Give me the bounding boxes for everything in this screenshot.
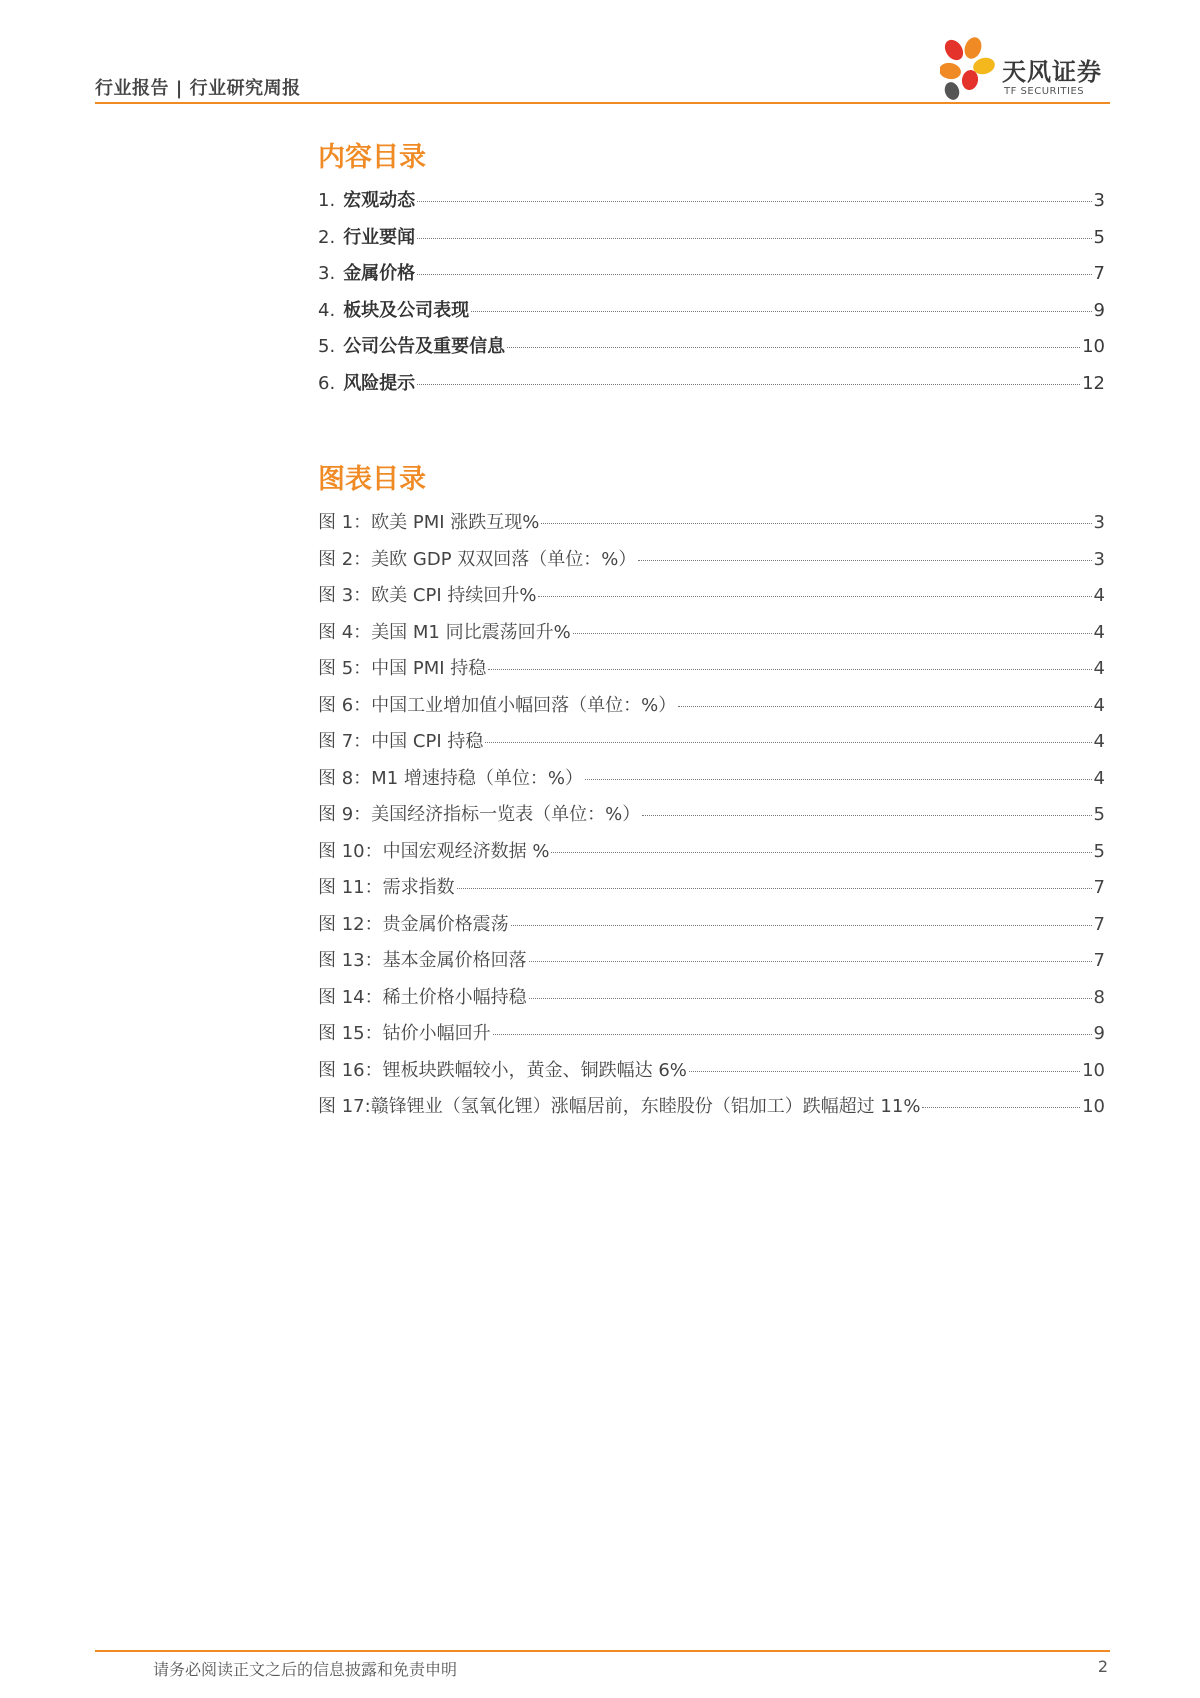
dot-leader: [529, 998, 1092, 999]
contents-section: [318, 138, 1105, 405]
company-logo: [940, 34, 1110, 104]
dot-leader: [638, 560, 1091, 561]
dot-leader: [485, 742, 1091, 743]
figure-entry[interactable]: [318, 654, 1105, 691]
figure-entry-label: 图 15：钴价小幅回升: [318, 1023, 491, 1044]
figure-entry-page: 5: [1093, 840, 1105, 862]
figure-entry-page: 4: [1093, 731, 1105, 752]
figure-entry-label: 图 11：需求指数: [318, 877, 455, 898]
report-type: 行业报告 | 行业研究周报: [95, 78, 301, 99]
dot-leader: [922, 1107, 1080, 1108]
dot-leader: [417, 201, 1091, 202]
figures-list: [318, 508, 1105, 1129]
figures-title: 图表目录: [318, 464, 426, 495]
figure-entry-page: 3: [1093, 548, 1105, 570]
dot-leader: [585, 779, 1092, 780]
figure-entry-page: 7: [1093, 913, 1105, 935]
toc-entry-title: 金属价格: [343, 263, 416, 284]
dot-leader: [538, 596, 1091, 597]
figure-entry[interactable]: [318, 837, 1105, 874]
dot-leader: [551, 852, 1091, 853]
figure-entry-label: 图 4：美国 M1 同比震荡回升%: [318, 621, 571, 643]
toc-entry-title: 板块及公司表现: [343, 299, 470, 321]
footer-disclaimer: 请务必阅读正文之后的信息披露和免责申明: [153, 1660, 458, 1679]
figure-entry[interactable]: [318, 764, 1105, 801]
figure-entry-page: 8: [1093, 986, 1105, 1008]
figure-entry-label: 图 3：欧美 CPI 持续回升%: [318, 585, 537, 606]
toc-entry[interactable]: [318, 369, 1105, 406]
figure-entry[interactable]: [318, 910, 1105, 947]
figure-entry-label: 图 6：中国工业增加值小幅回落（单位：%）: [318, 694, 677, 716]
toc-entry[interactable]: [318, 259, 1105, 296]
dot-leader: [678, 706, 1091, 707]
figure-entry-label: 图 5：中国 PMI 持稳: [318, 658, 487, 679]
dot-leader: [573, 633, 1092, 634]
figure-entry-page: 7: [1093, 877, 1105, 898]
dot-leader: [689, 1071, 1080, 1072]
figure-entry[interactable]: [318, 1092, 1105, 1129]
figure-entry-label: 图 10：中国宏观经济数据 %: [318, 840, 550, 862]
toc-entry-title: 行业要闻: [343, 226, 416, 248]
figure-entry-page: 3: [1093, 512, 1105, 533]
figure-entry-label: 图 13：基本金属价格回落: [318, 950, 527, 971]
toc-entry[interactable]: [318, 186, 1105, 223]
logo-subtitle: TF SECURITIES: [1004, 86, 1085, 97]
page-number: 2: [1097, 1657, 1108, 1676]
dot-leader: [471, 311, 1091, 312]
figure-entry-label: 图 9：美国经济指标一览表（单位：%）: [318, 804, 641, 825]
figure-entry[interactable]: [318, 873, 1105, 910]
toc-entry-page: 3: [1093, 190, 1105, 211]
toc-entry-number: 6.: [318, 372, 336, 394]
toc-entry[interactable]: [318, 296, 1105, 333]
contents-title: 内容目录: [318, 142, 426, 173]
toc-entry-title: 公司公告及重要信息: [343, 336, 506, 357]
figure-entry-page: 5: [1093, 804, 1105, 825]
figure-entry[interactable]: [318, 581, 1105, 618]
figure-entry-label: 图 17:赣锋锂业（氢氧化锂）涨幅居前，东睦股份（铝加工）跌幅超过 11%: [318, 1096, 921, 1117]
toc-entry-page: 5: [1093, 226, 1105, 248]
figure-entry[interactable]: [318, 545, 1105, 582]
toc-entry-title: 风险提示: [343, 372, 416, 394]
toc-entry-label: [318, 369, 415, 395]
header-divider: [95, 102, 1110, 104]
figure-entry-label: 图 14：稀土价格小幅持稳: [318, 986, 527, 1008]
figure-entry[interactable]: [318, 618, 1105, 655]
dot-leader: [417, 238, 1091, 239]
figure-entry-page: 4: [1093, 767, 1105, 789]
figure-entry-page: 4: [1093, 658, 1105, 679]
dot-leader: [417, 274, 1091, 275]
toc-entry-page: 10: [1082, 336, 1105, 357]
toc-entry-title: 宏观动态: [343, 190, 416, 211]
flower-logo-icon: [940, 36, 1000, 100]
figure-entry-page: 7: [1093, 950, 1105, 971]
toc-entry-page: 7: [1093, 263, 1105, 284]
toc-entry-label: [318, 296, 469, 322]
dot-leader: [511, 925, 1092, 926]
figure-entry-page: 4: [1093, 585, 1105, 606]
figure-entry-page: 4: [1093, 694, 1105, 716]
figure-entry[interactable]: [318, 800, 1105, 837]
figure-entry[interactable]: [318, 946, 1105, 983]
figure-entry-label: 图 12：贵金属价格震荡: [318, 913, 509, 935]
figure-entry-label: 图 7：中国 CPI 持稳: [318, 731, 484, 752]
toc-entry-number: 5.: [318, 336, 336, 357]
dot-leader: [457, 888, 1092, 889]
logo-name: 天风证券: [1002, 58, 1102, 86]
figure-entry[interactable]: [318, 1019, 1105, 1056]
figure-entry-page: 10: [1082, 1096, 1105, 1117]
figure-entry-page: 9: [1093, 1023, 1105, 1044]
dot-leader: [529, 961, 1092, 962]
toc-entry-page: 9: [1093, 299, 1105, 321]
figure-entry[interactable]: [318, 727, 1105, 764]
figures-section: [318, 460, 1105, 1129]
toc-entry-page: 12: [1082, 372, 1105, 394]
toc-entry-number: 2.: [318, 226, 336, 248]
figure-entry-label: 图 2：美欧 GDP 双双回落（单位：%）: [318, 548, 637, 570]
toc-entry-label: [318, 332, 505, 358]
figure-entry-label: 图 16：锂板块跌幅较小，黄金、铜跌幅达 6%: [318, 1059, 687, 1081]
toc-entry-label: [318, 186, 415, 212]
toc-entry[interactable]: [318, 332, 1105, 369]
dot-leader: [642, 815, 1091, 816]
toc-entry-number: 4.: [318, 299, 336, 321]
figure-entry-label: 图 8：M1 增速持稳（单位：%）: [318, 767, 583, 789]
contents-list: [318, 186, 1105, 405]
dot-leader: [417, 384, 1080, 385]
page-header: [95, 34, 1110, 104]
dot-leader: [507, 347, 1080, 348]
figure-entry[interactable]: [318, 983, 1105, 1020]
toc-entry[interactable]: [318, 223, 1105, 260]
figure-entry[interactable]: [318, 508, 1105, 545]
figure-entry[interactable]: [318, 691, 1105, 728]
figure-entry-label: 图 1：欧美 PMI 涨跌互现%: [318, 512, 540, 533]
dot-leader: [493, 1034, 1092, 1035]
figure-entry-page: 4: [1093, 621, 1105, 643]
toc-entry-label: [318, 259, 415, 285]
toc-entry-label: [318, 223, 415, 249]
footer-divider: [95, 1650, 1110, 1652]
dot-leader: [488, 669, 1091, 670]
toc-entry-number: 3.: [318, 263, 336, 284]
toc-entry-number: 1.: [318, 190, 336, 211]
figure-entry-page: 10: [1082, 1059, 1105, 1081]
figure-entry[interactable]: [318, 1056, 1105, 1093]
dot-leader: [541, 523, 1091, 524]
